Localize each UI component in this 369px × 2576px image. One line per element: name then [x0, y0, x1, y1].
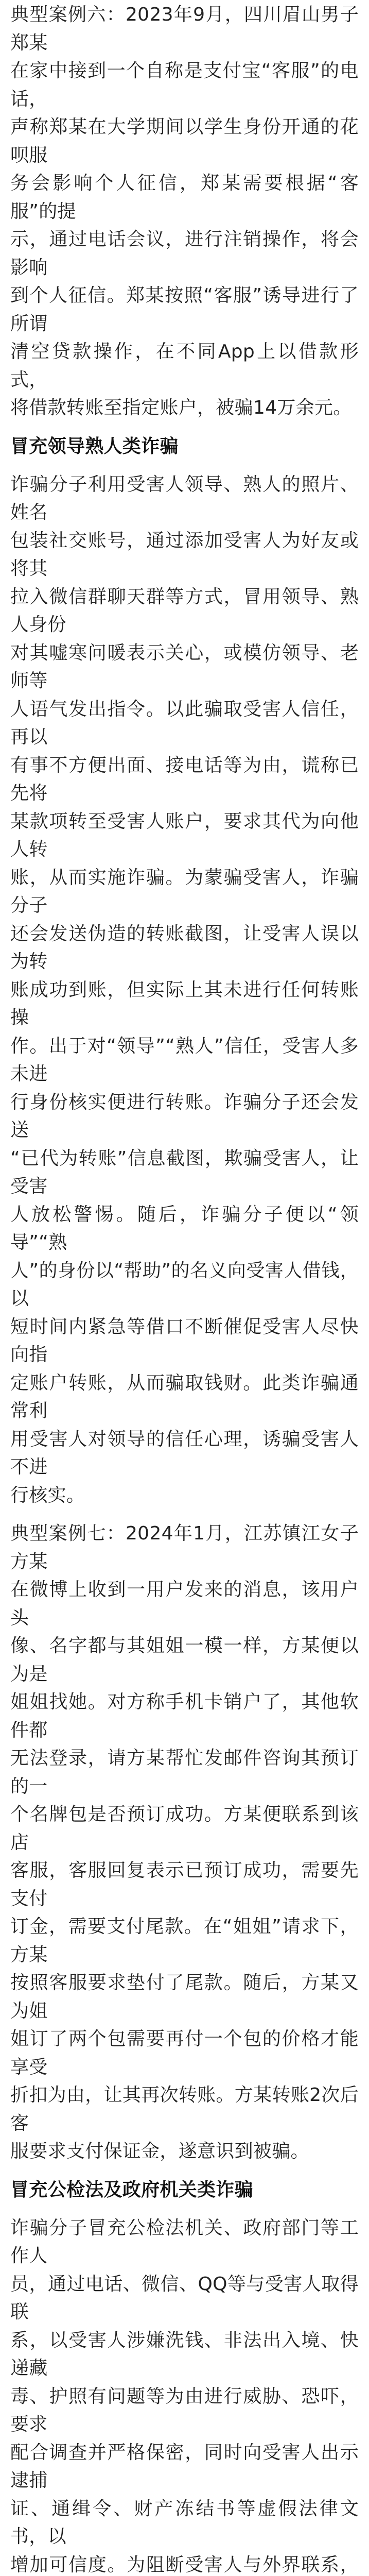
section-heading-impersonate-leader: 冒充领导熟人类诈骗 [10, 435, 179, 457]
section-body-impersonate-police: 诈骗分子冒充公检法机关、政府部门等工作人 员，通过电话、微信、QQ等与受害人取得联 系，以受害人涉嫌洗钱、非法出入境、快递藏 毒、护照有问题等为由进行威胁、恐吓，要求 配合调查并严格保密，同时向受害人出示逮捕 证、通缉令、财产冻结书等虚假法律文书，以 增加可信度。为阻断受害人与外界联系， [10, 2217, 359, 2575]
case-six-paragraph: 典型案例六：2023年9月，四川眉山男子郑某 在家中接到一个自称是支付宝“客服”的电话， 声称郑某在大学期间以学生身份开通的花呗服 务会影响个人征信，郑某需要根据“客服”的提 示，通过电话会议，进行注销操作，将会影响 到个人征信。郑某按照“客服”诱导进行了所谓 清空贷款操作，在不同App上以借款形式， 将借款转账至指定账户，被骗14万余元。 [10, 4, 359, 418]
case-seven-paragraph: 典型案例七：2024年1月，江苏镇江女子方某 在微博上收到一用户发来的消息，该用户头 像、名字都与其姐姐一模一样，方某便以为是 姐姐找她。对方称手机卡销户了，其他软件都 无法登录，请方某帮忙发邮件咨询其预订的一 个名牌包是否预订成功。方某便联系到该店 客服，客服回复表示已预订成功，需要先支付 订金，需要支付尾款。在“姐姐”请求下，方某 按照客服要求垫付了尾款。随后，方某又为姐 姐订了两个包需要再付一个包的价格才能享受 折扣为由，让其再次转账。方某转账2次后客 服要求支付保证金，遂意识到被骗。 [10, 1523, 359, 2162]
section-heading-impersonate-police: 冒充公检法及政府机关类诈骗 [10, 2179, 253, 2200]
section-body-impersonate-leader: 诈骗分子利用受害人领导、熟人的照片、姓名 包装社交账号，通过添加受害人为好友或将其 拉入微信群聊天群等方式，冒用领导、熟人身份 对其嘘寒问暖表示关心，或模仿领导、老师等 人语气发出指令。以此骗取受害人信任，再以 有事不方便出面、接电话等为由，谎称已先将 某款项转至受害人账户，要求其代为向他人转 账，从而实施诈骗。为蒙骗受害人，诈骗分子 还会发送伪造的转账截图，让受害人误以为转 账成功到账，但实际上其未进行任何转账操 作。出于对“领导”“熟人”信任，受害人多未进 行身份核实便进行转账。诈骗分子还会发送 “已代为转账”信息截图，欺骗受害人，让受害 人放松警惕。随后，诈骗分子便以“领导”“熟 人”的身份以“帮助”的名义向受害人借钱，以 短时间内紧急等借口不断催促受害人尽快向指 定账户转账，从而骗取钱财。此类诈骗通常利 用受害人对领导的信任心理，诱骗受害人不进 行核实。 [10, 473, 359, 1506]
